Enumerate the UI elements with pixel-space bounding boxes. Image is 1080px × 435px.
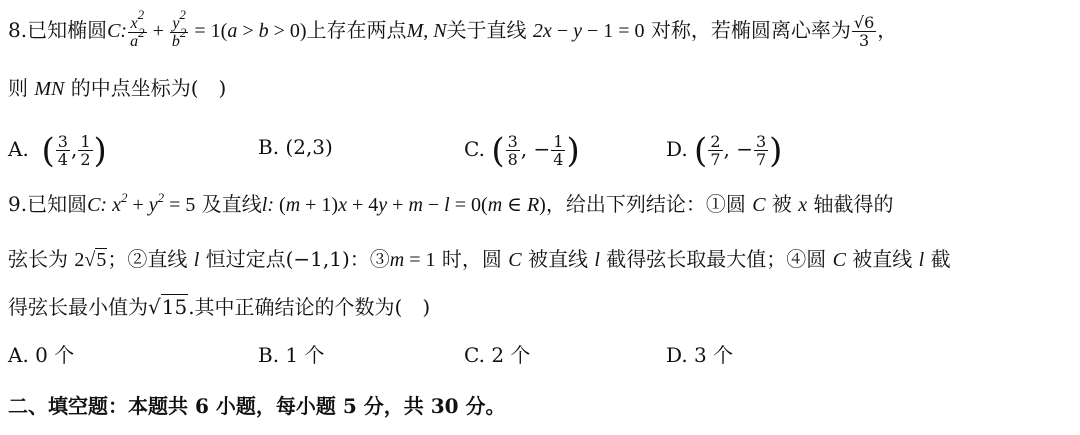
q9-circle-equation: C: $x^2 + y^2 = 5$: [87, 190, 196, 216]
q9-line1: 9.已知圆C: $x^2 + y^2 = 5$ 及直线l: (m + 1)x + 4y + m − l = 0(m ∈ R)，给出下列结论：①圆 C 被 x 轴截得的: [8, 190, 894, 216]
q8-stem-d: 对称，若椭圆离心率为: [650, 18, 851, 42]
q9-number: 9.: [8, 192, 28, 216]
q8-points: M, N: [406, 20, 447, 42]
q8-option-a: A. ( $\frac{3}{4}$ , $\frac{1}{2}$ ): [8, 131, 107, 171]
q8-line2: [8, 74, 1072, 103]
q9-option-c: C. 2 个: [464, 343, 531, 367]
q8-stem-e: ，: [877, 18, 898, 42]
section-heading: 二、填空题：本题共 6 小题，每小题 5 分，共 30 分。: [8, 394, 506, 418]
q9-line-equation: l: (m + 1)x + 4y + m − l = 0(m ∈ R): [261, 194, 546, 216]
q9-option-b: B. 1 个: [258, 343, 325, 367]
q9-min-chord: √15: [148, 295, 188, 319]
q9-line3: 得弦长最小值为√15.其中正确结论的个数为( ): [8, 295, 431, 319]
q8-stem-a: 已知椭圆: [27, 18, 108, 42]
q8-number: 8.: [8, 18, 28, 42]
q9-option-a: A. 0 个: [8, 343, 75, 367]
q8-line2-a: 则: [8, 76, 28, 100]
q8-ellipse-equation: C: $\frac{x^2}{a^2}$ + $\frac{y^2}{b^2}$ = 1(a > b > 0): [107, 6, 307, 50]
q8-line2-b: 的中点坐标为( ): [70, 76, 227, 100]
q8-option-d: D. ( $\frac{2}{7}$ , − $\frac{3}{7}$ ): [666, 131, 783, 171]
q8-option-b: B. (2,3): [258, 135, 333, 159]
q8-stem-c: 关于直线: [446, 18, 527, 42]
q8-stem-b: 上存在两点: [306, 18, 407, 42]
q9-line2: 弦长为 2√5；②直线 l 恒过定点(−1,1)：③m = 1 时，圆 C 被直线 l 截得弦长取最大值；④圆 C 被直线 l 截: [8, 247, 951, 271]
q9-option-d: D. 3 个: [666, 343, 734, 367]
q8-eccentricity: $\frac{√6}{3}$: [853, 13, 875, 50]
q8-line-equation: 2x − y − 1 = 0: [532, 20, 645, 42]
q8-line1: [8, 6, 1072, 50]
q8-option-c: C. ( $\frac{3}{8}$ , − $\frac{1}{4}$ ): [464, 131, 580, 171]
q8-mn: MN: [34, 78, 65, 100]
q9-chord-length: 2√5: [74, 249, 107, 271]
